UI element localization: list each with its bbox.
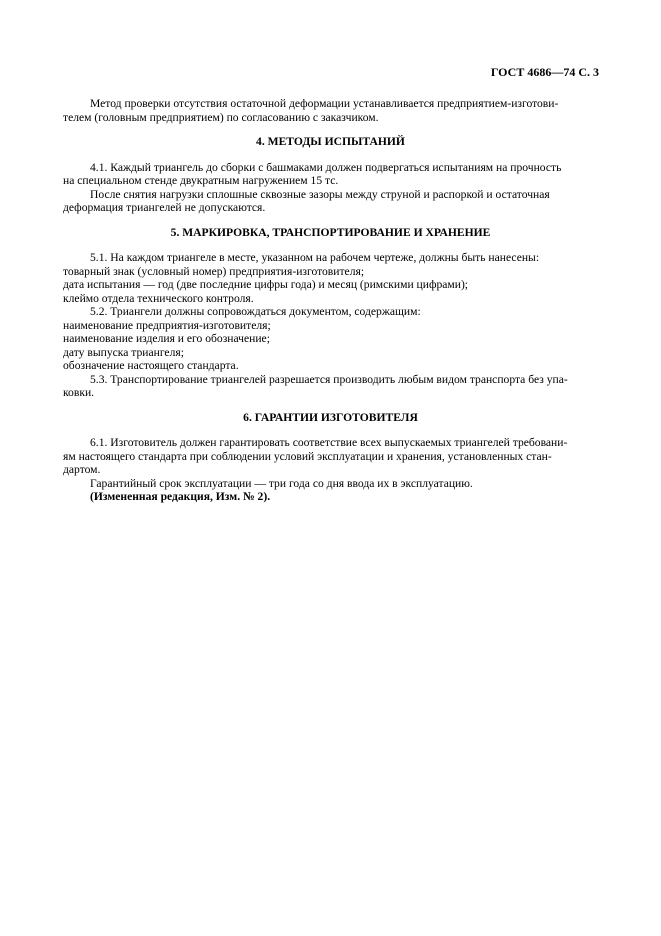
amendment-note: (Измененная редакция, Изм. № 2).	[90, 490, 271, 503]
text-line: Гарантийный срок эксплуатации — три года со дня ввода их в эксплуатацию.	[90, 476, 473, 490]
text-line: телем (головным предприятием) по согласованию с заказчиком.	[63, 110, 379, 124]
text-line: 5.2. Триангели должны сопровождаться документом, содержащим:	[90, 305, 421, 318]
text-line: 5.1. На каждом триангеле в месте, указанном на рабочем чертеже, должны быть нанесены:	[90, 251, 540, 264]
text-line: 6.1. Изготовитель должен гарантировать соответствие всех выпускаемых триангелей требовани-	[90, 436, 568, 449]
list-item: наименование изделия и его обозначение;	[63, 332, 270, 345]
text-line: ковки.	[63, 386, 95, 399]
text-line: 4.1. Каждый триангель до сборки с башмаками должен подвергаться испытаниям на прочность	[90, 160, 562, 174]
section-5-body	[63, 251, 598, 400]
text-line: ям настоящего стандарта при соблюдении условий эксплуатации и хранения, установленных стан-	[63, 449, 552, 463]
page-header: ГОСТ 4686—74 С. 3	[490, 65, 599, 79]
section-4-heading: 4. МЕТОДЫ ИСПЫТАНИЙ	[256, 135, 405, 148]
text-line: дартом.	[63, 463, 101, 476]
list-item: клеймо отдела технического контроля.	[63, 291, 254, 305]
text-line: После снятия нагрузки сплошные сквозные зазоры между струной и распоркой и остаточная	[90, 187, 550, 201]
text-line: на специальном стенде двукратным нагружением 15 тс.	[63, 174, 339, 187]
section-6-heading: 6. ГАРАНТИИ ИЗГОТОВИТЕЛЯ	[243, 410, 418, 424]
section-5-heading: 5. МАРКИРОВКА, ТРАНСПОРТИРОВАНИЕ И ХРАНЕНИЕ	[170, 225, 491, 239]
list-item: дата испытания — год (две последние цифры года) и месяц (римскими цифрами);	[63, 278, 469, 291]
list-item: наименование предприятия-изготовителя;	[63, 318, 271, 332]
text-line: деформация триангелей не допускаются.	[63, 201, 266, 214]
section-6-body	[63, 436, 598, 504]
list-item: дату выпуска триангеля;	[63, 345, 184, 359]
list-item: обозначение настоящего стандарта.	[63, 359, 239, 372]
document-body	[63, 97, 598, 504]
text-line: Метод проверки отсутствия остаточной деформации устанавливается предприятием-изготови-	[90, 97, 559, 110]
list-item: товарный знак (условный номер) предприятия-изготовителя;	[63, 264, 365, 278]
section-4-body	[63, 161, 598, 215]
intro-paragraph	[63, 97, 598, 124]
text-line: 5.3. Транспортирование триангелей разрешается производить любым видом транспорта без упа-	[90, 372, 568, 386]
